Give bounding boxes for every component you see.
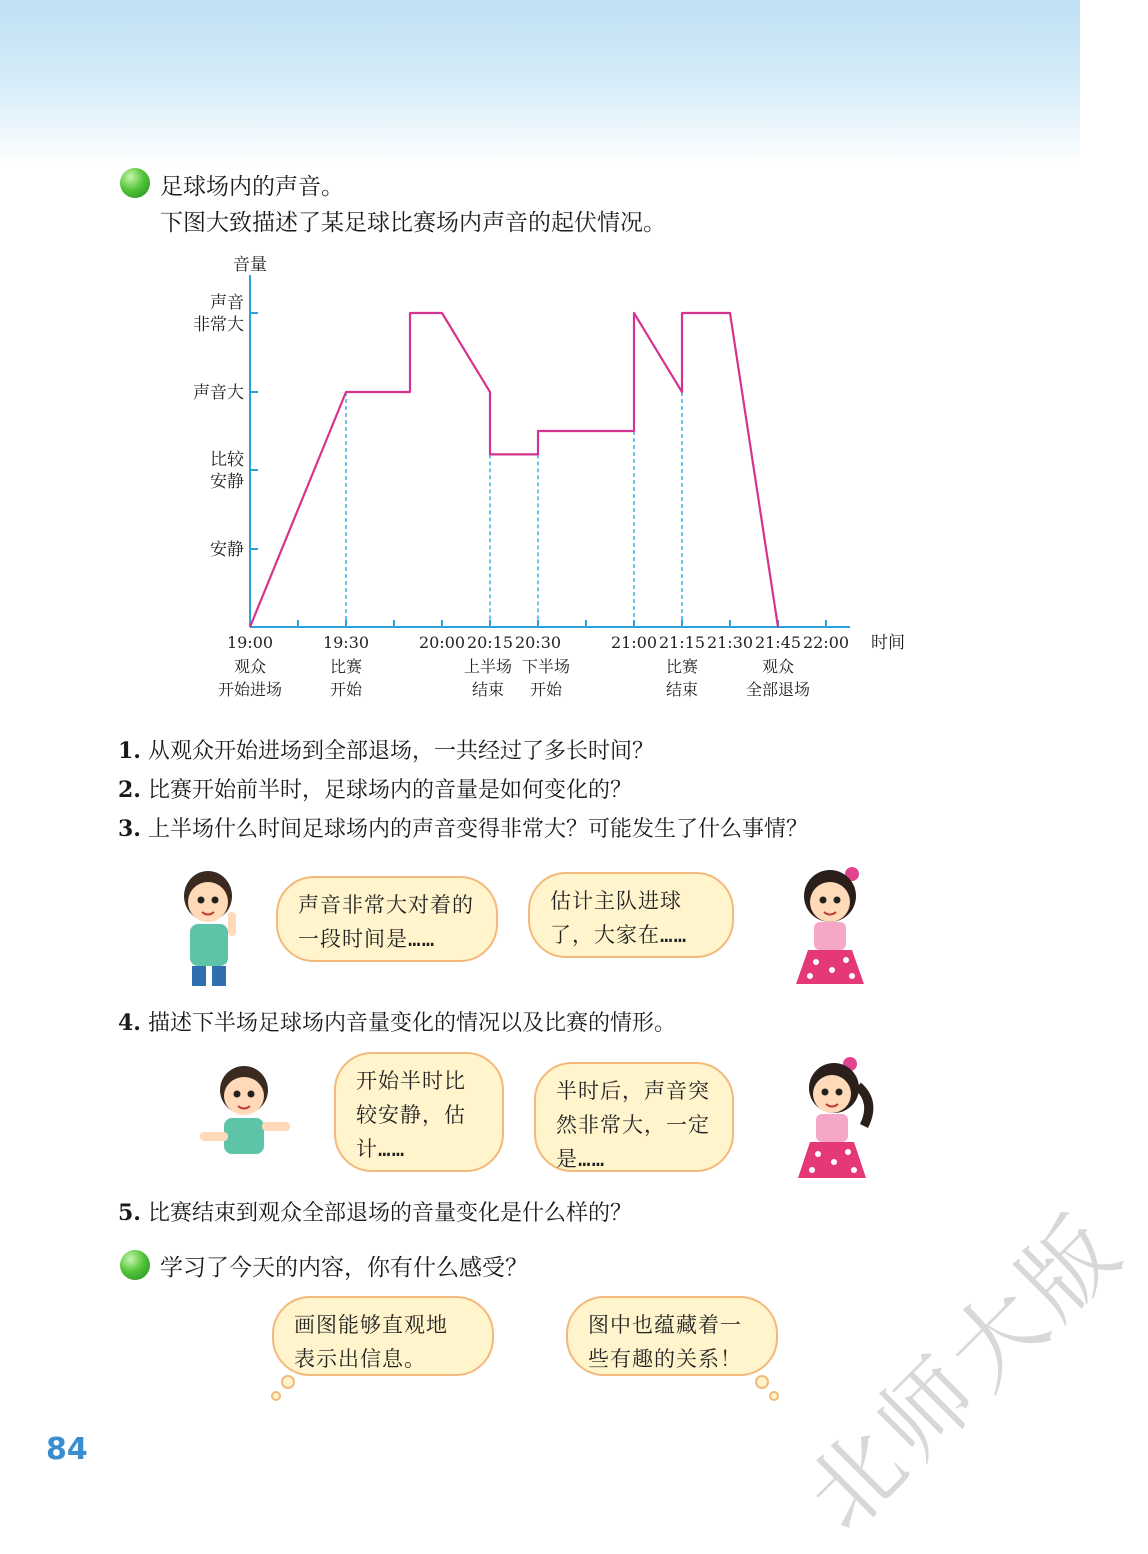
girl-illustration <box>780 862 880 992</box>
question-2: 2. 比赛开始前半时，足球场内的音量是如何变化的？ <box>118 777 632 803</box>
event-label: 开始 <box>329 680 363 699</box>
boy-illustration <box>168 866 258 990</box>
green-bullet-icon-2 <box>120 1250 150 1280</box>
y-axis-label: 音量 <box>233 255 267 275</box>
question-5: 5. 比赛结束到观众全部退场的音量变化是什么样的？ <box>118 1200 632 1226</box>
speech-bubble-3: 开始半时比 较安静，估 计…… <box>334 1052 504 1172</box>
section-intro: 下图大致描述了某足球比赛场内声音的起伏情况。 <box>160 210 666 236</box>
event-label: 下半场 <box>521 657 571 676</box>
girl-illustration-2 <box>784 1056 884 1186</box>
x-tick-label: 21:00 <box>610 633 658 652</box>
x-tick-label: 20:15 <box>466 633 514 652</box>
event-label: 结束 <box>665 680 699 699</box>
watermark: 北师大版 <box>786 1192 1145 1551</box>
header-band <box>0 0 1080 165</box>
boy-illustration-2 <box>196 1062 296 1172</box>
x-tick-label: 19:00 <box>226 633 274 652</box>
question-3: 3. 上半场什么时间足球场内的声音变得非常大？可能发生了什么事情？ <box>118 816 808 842</box>
x-tick-label: 21:30 <box>706 633 754 652</box>
thought-bubble-2: 图中也蕴藏着一 些有趣的关系！ <box>566 1296 778 1376</box>
event-label: 观众 <box>233 657 267 676</box>
x-tick-label: 20:30 <box>514 633 562 652</box>
x-tick-label: 20:00 <box>418 633 466 652</box>
thought-bubble-1-tail <box>262 1374 302 1404</box>
y-level-label: 安静 <box>210 472 244 492</box>
event-label: 比赛 <box>665 657 699 676</box>
speech-bubble-4: 半时后，声音突 然非常大，一定 是…… <box>534 1062 734 1172</box>
section-title-2: 学习了今天的内容，你有什么感受？ <box>160 1255 528 1281</box>
y-level-label: 比较 <box>210 450 244 470</box>
x-tick-label: 19:30 <box>322 633 370 652</box>
event-label: 结束 <box>471 680 505 699</box>
event-label: 比赛 <box>329 657 363 676</box>
sound-level-chart <box>160 245 920 715</box>
event-label: 观众 <box>761 657 795 676</box>
thought-bubble-1: 画图能够直观地 表示出信息。 <box>272 1296 494 1376</box>
y-level-label: 声音大 <box>193 383 244 403</box>
event-label: 全部退场 <box>745 680 811 699</box>
event-label: 开始 <box>529 680 563 699</box>
x-tick-label: 21:15 <box>658 633 706 652</box>
sound-level-line <box>250 313 778 627</box>
y-level-label: 声音 <box>210 293 244 313</box>
question-1: 1. 从观众开始进场到全部退场，一共经过了多长时间？ <box>118 738 654 764</box>
x-tick-label: 22:00 <box>802 633 850 652</box>
speech-bubble-1: 声音非常大对着的 一段时间是…… <box>276 876 498 962</box>
section-title: 足球场内的声音。 <box>160 174 344 200</box>
y-level-label: 非常大 <box>193 315 244 335</box>
thought-bubble-2-tail <box>748 1374 788 1404</box>
x-tick-label: 21:45 <box>754 633 802 652</box>
green-bullet-icon <box>120 168 150 198</box>
event-label: 开始进场 <box>217 680 283 699</box>
event-label: 上半场 <box>463 657 513 676</box>
speech-bubble-2: 估计主队进球 了，大家在…… <box>528 872 734 958</box>
y-level-label: 安静 <box>210 540 244 560</box>
question-4: 4. 描述下半场足球场内音量变化的情况以及比赛的情形。 <box>118 1010 676 1036</box>
page-number: 84 <box>46 1432 88 1467</box>
x-axis-label: 时间 <box>871 633 905 653</box>
